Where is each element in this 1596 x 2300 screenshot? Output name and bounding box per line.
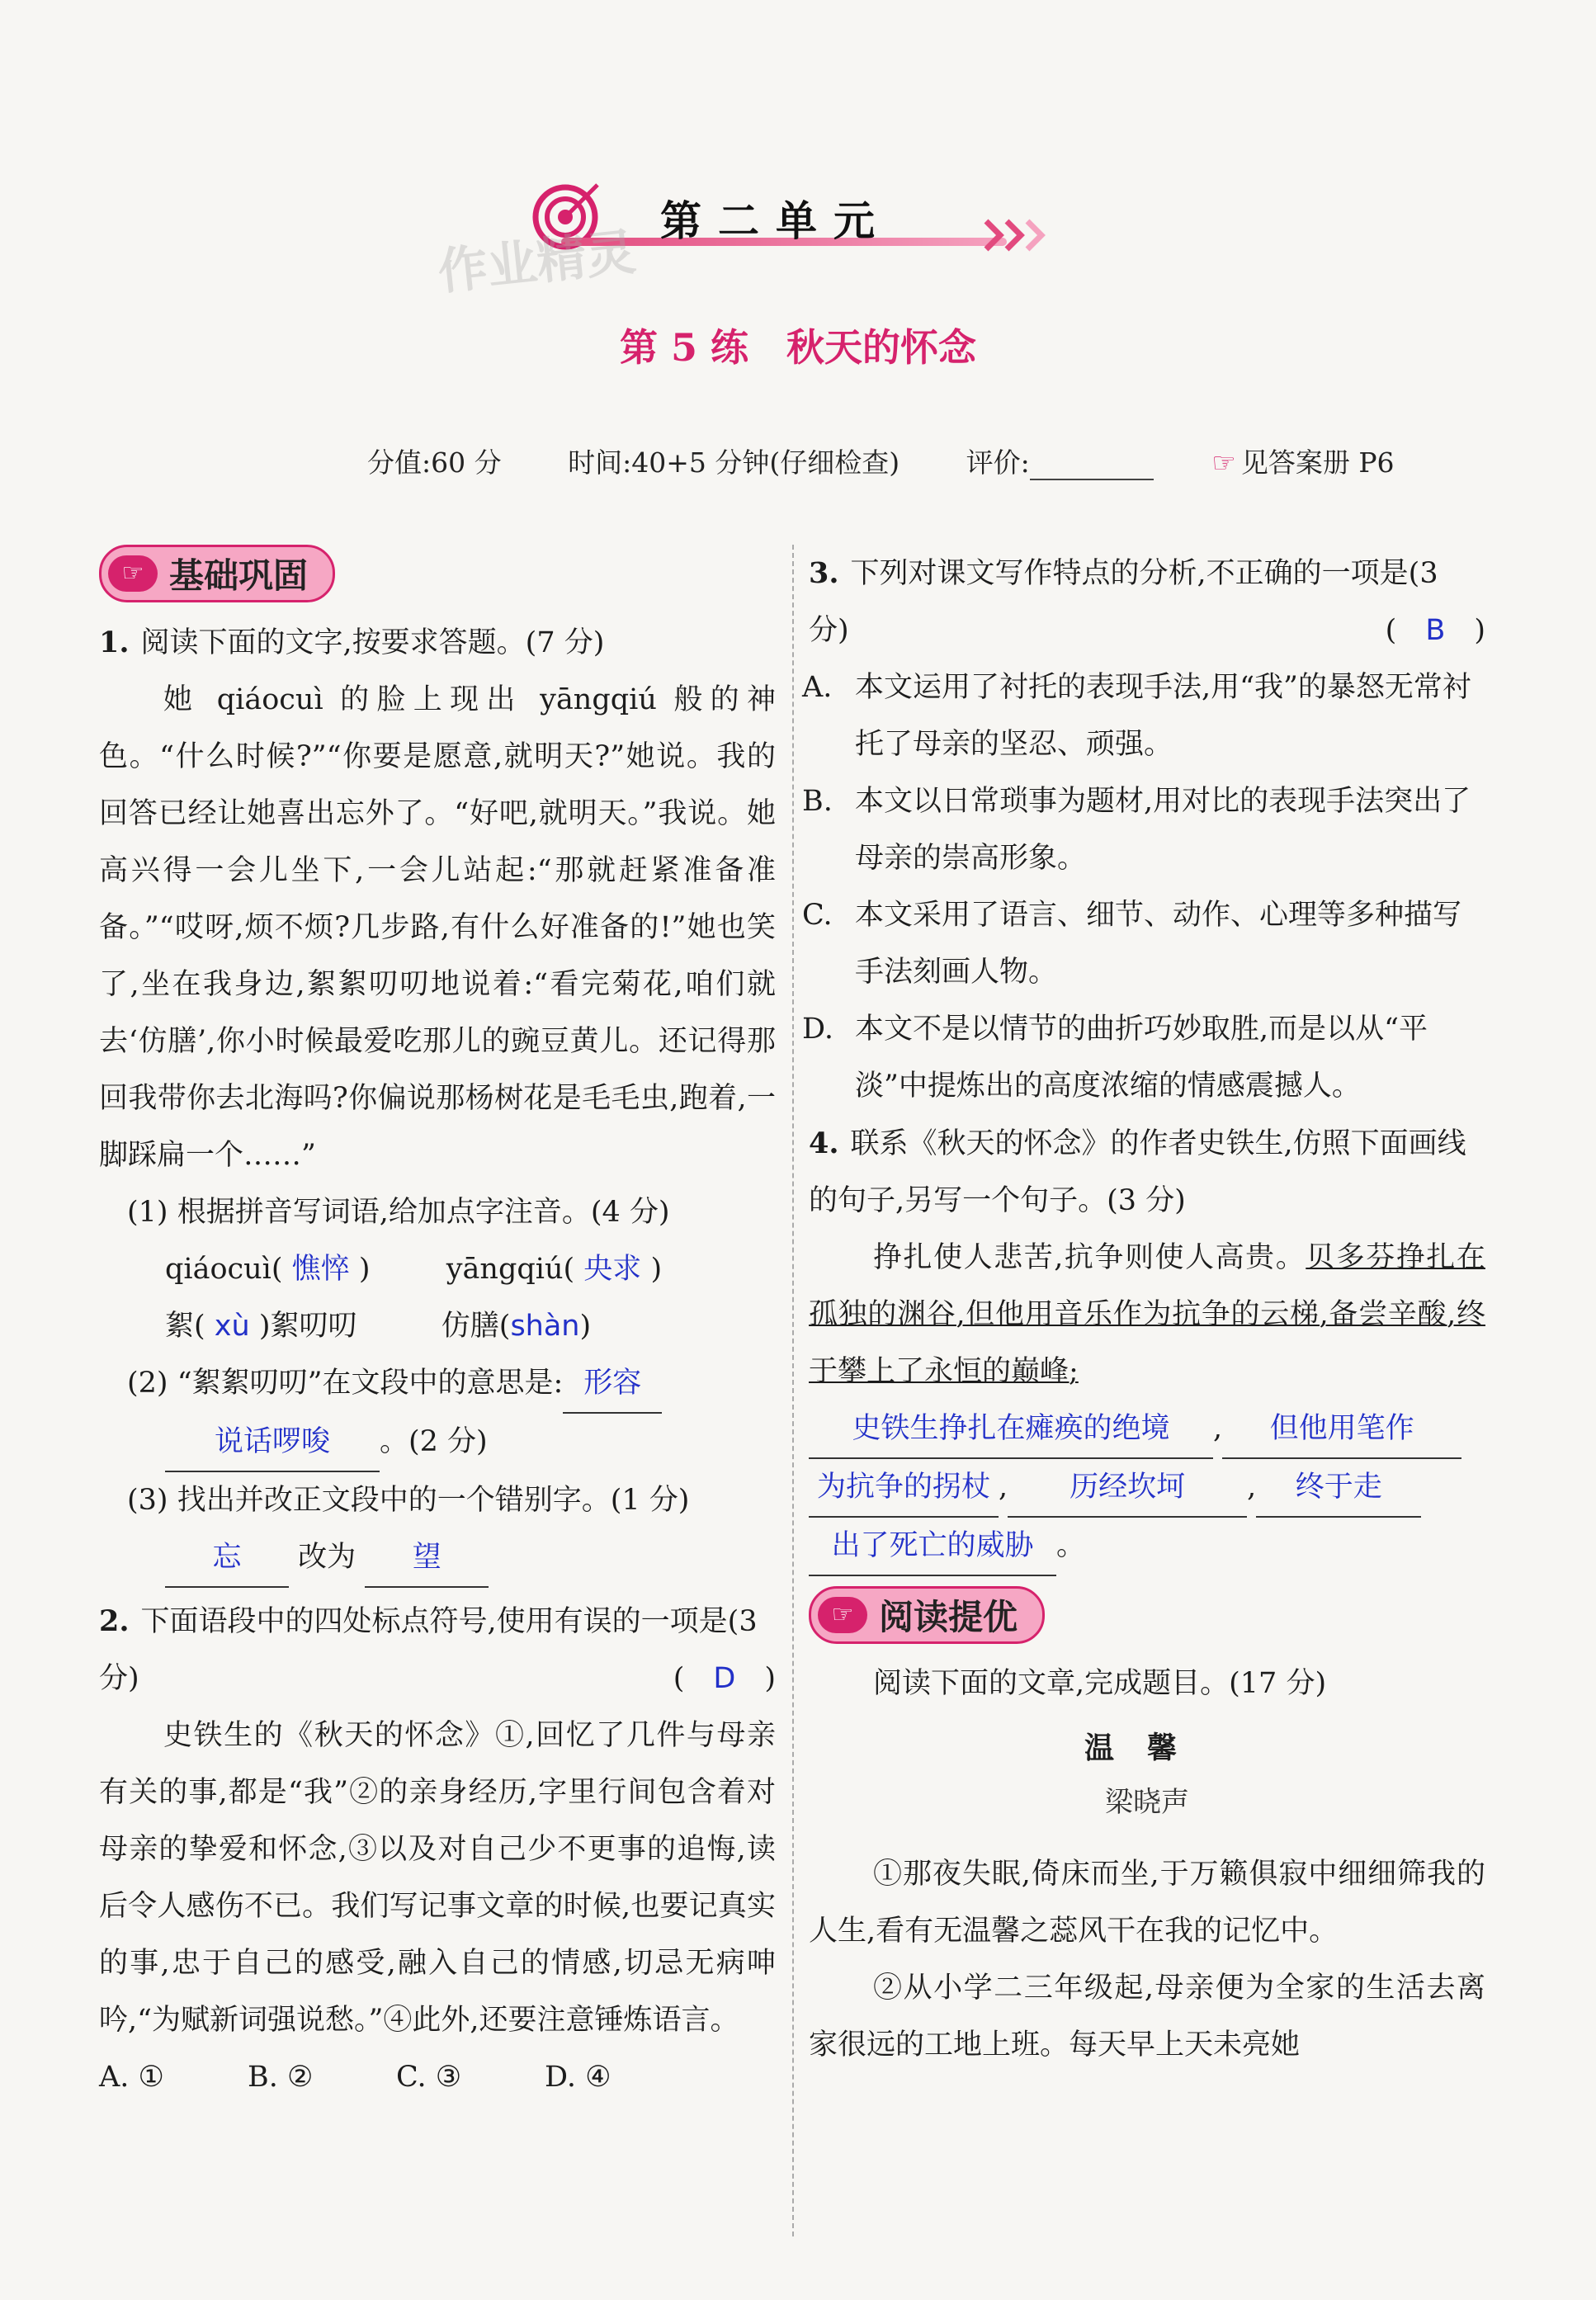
q1-part1-row1 bbox=[99, 1241, 776, 1298]
q4-text: 联系《秋天的怀念》的作者史铁生,仿照下面画线的句子,另写一个句子。(3 分) bbox=[809, 1127, 1466, 1217]
meta-row bbox=[367, 442, 1395, 480]
q1-part3-stem: (3) 找出并改正文段中的一个错别字。(1 分) bbox=[127, 1484, 690, 1517]
choice-label: D. bbox=[802, 1013, 833, 1046]
q2-option-c: C. ③ bbox=[396, 2061, 462, 2094]
q3-text: 下列对课文写作特点的分析,不正确的一项是(3 分) bbox=[809, 557, 1438, 647]
q4-answer-2b: 为抗争的拐杖 bbox=[809, 1459, 999, 1518]
q1-passage: 她 qiáocuì 的脸上现出 yāngqiú 般的神色。“什么时候?”“你要是愿意,就明天?”她说。我的回答已经让她喜出忘外了。“好吧,就明天。”我说。她高兴得一会儿坐下,一会儿站起:“那就赶紧准备准备。”“哎呀,烦不烦?几步路,有什么好准备的!”她也笑了,坐在我身边,絮絮叨叨地说着:“看完菊花,咱们就去‘仿膳’,你小时候最爱吃那儿的豌豆黄儿。还记得那回我带你去北海吗?你偏说那杨树花是毛毛虫,跑着,一脚踩扁一个……” bbox=[99, 683, 776, 1172]
comma: , bbox=[1213, 1412, 1223, 1445]
q1-part1-row2 bbox=[99, 1298, 776, 1355]
choice-text: 本文以日常琐事为题材,用对比的表现手法突出了母亲的崇高形象。 bbox=[855, 785, 1471, 875]
period: 。 bbox=[1056, 1529, 1086, 1562]
q1-stem bbox=[99, 614, 776, 672]
answer-ref: 见答案册 P6 bbox=[1240, 446, 1395, 479]
q1-part2-tail: 。(2 分) bbox=[380, 1425, 488, 1458]
q1-part1-stem: (1) 根据拼音写词语,给加点字注音。(4 分) bbox=[127, 1196, 670, 1229]
chevrons-icon bbox=[982, 215, 1056, 256]
essay-para-2: ②从小学二三年级起,母亲便为全家的生活去离家很远的工地上班。每天早上天未亮她 bbox=[809, 1972, 1485, 2061]
pinyin-yangqiu: yāngqiú( bbox=[446, 1253, 575, 1286]
choice-text: 本文不是以情节的曲折巧妙取胜,而是以从“平淡”中提炼出的高度浓缩的情感震撼人。 bbox=[855, 1013, 1428, 1103]
time-label: 时间:40+5 分钟(仔细检查) bbox=[568, 446, 900, 479]
q4-answer-1: 史铁生挣扎在瘫痪的绝境 bbox=[809, 1400, 1213, 1459]
choice-label: C. bbox=[802, 899, 833, 932]
q4-example-plain: 挣扎使人悲苦,抗争则使人高贵。 bbox=[873, 1241, 1306, 1274]
lesson-title: 第 5 练 秋天的怀念 bbox=[619, 325, 977, 370]
answer-right-char: 望 bbox=[365, 1529, 489, 1588]
q2-option-b: B. ② bbox=[248, 2061, 314, 2094]
q3-choice-a bbox=[802, 659, 1485, 773]
reading-stem: 阅读下面的文章,完成题目。(17 分) bbox=[873, 1667, 1327, 1700]
score-label: 分值:60 分 bbox=[367, 446, 502, 479]
q2-stem bbox=[99, 1593, 776, 1707]
answer-wrong-char: 忘 bbox=[165, 1529, 289, 1588]
q3-stem bbox=[809, 545, 1485, 659]
rating-blank bbox=[1030, 454, 1154, 480]
q4-answer-2a: 但他用笔作 bbox=[1222, 1400, 1461, 1459]
pointing-hand-icon: ☞ bbox=[818, 1597, 867, 1633]
q4-example bbox=[809, 1230, 1485, 1400]
q2-text: 下面语段中的四处标点符号,使用有误的一项是(3 分) bbox=[99, 1605, 758, 1695]
q3-answer: B bbox=[1425, 614, 1446, 647]
answer-p2-a: 形容 bbox=[563, 1355, 662, 1414]
right-column bbox=[802, 545, 1485, 2074]
q3-choice-d bbox=[802, 1001, 1485, 1115]
q2-answer: D bbox=[713, 1662, 736, 1695]
comma: , bbox=[1247, 1471, 1257, 1504]
q3-choice-b bbox=[802, 773, 1485, 887]
q1-text: 阅读下面的文字,按要求答题。(7 分) bbox=[140, 626, 605, 659]
q4-answer-4b: 出了死亡的威胁 bbox=[809, 1518, 1056, 1576]
comma: , bbox=[999, 1471, 1008, 1504]
essay-title: 温馨 bbox=[1084, 1731, 1210, 1765]
choice-text: 本文运用了衬托的表现手法,用“我”的暴怒无常衬托了母亲的坚忍、顽强。 bbox=[855, 671, 1471, 761]
rating-label: 评价: bbox=[966, 446, 1030, 479]
char-xu: 絮( bbox=[165, 1310, 205, 1343]
pinyin-qiaocui: qiáocuì( bbox=[165, 1253, 283, 1286]
answer-p2-b: 说话啰唆 bbox=[165, 1414, 380, 1472]
pointing-hand-icon: ☞ bbox=[108, 555, 158, 592]
q2-number: 2. bbox=[99, 1604, 130, 1638]
q3-number: 3. bbox=[809, 556, 839, 590]
left-column bbox=[99, 545, 776, 2106]
q2-options bbox=[99, 2049, 776, 2106]
q4-answer-3: 历经坎坷 bbox=[1008, 1459, 1247, 1518]
answer-xu: xù bbox=[214, 1310, 250, 1343]
q4-answer bbox=[809, 1400, 1485, 1576]
essay-para-1: ①那夜失眠,倚床而坐,于万籁俱寂中细细筛我的人生,看有无温馨之蕊风干在我的记忆中。 bbox=[809, 1858, 1485, 1948]
q2-option-a: A. ① bbox=[99, 2061, 164, 2094]
choice-label: A. bbox=[802, 671, 833, 704]
watermark: 作业精灵 bbox=[435, 223, 639, 302]
column-divider bbox=[792, 545, 794, 2236]
q3-answer-box: ( B ) bbox=[1385, 614, 1485, 647]
q1-part2-stem: (2) “絮絮叨叨”在文段中的意思是: bbox=[127, 1367, 564, 1400]
q3-choice-c bbox=[802, 887, 1485, 1001]
q4-example-underlined: 贝多芬挣扎在孤独的渊谷,但他用音乐作为抗争的云梯,备尝辛酸,终于攀上了永恒的巅峰; bbox=[809, 1241, 1485, 1388]
answer-yangqiu: 央求 bbox=[583, 1253, 642, 1286]
section-reading-label: 阅读提优 bbox=[879, 1597, 1018, 1637]
q1-part2 bbox=[99, 1355, 776, 1414]
q1-part2-line2 bbox=[99, 1414, 776, 1472]
q1-number: 1. bbox=[99, 626, 130, 659]
char-shan: 仿膳( bbox=[441, 1310, 511, 1343]
choice-text: 本文采用了语言、细节、动作、心理等多种描写手法刻画人物。 bbox=[855, 899, 1462, 989]
q2-answer-box: ( D ) bbox=[673, 1662, 776, 1695]
answer-shan: shàn bbox=[510, 1310, 580, 1343]
essay-author: 梁晓声 bbox=[1105, 1786, 1189, 1819]
paren: ) bbox=[579, 1310, 592, 1343]
q2-option-d: D. ④ bbox=[545, 2061, 611, 2094]
q4-answer-4a: 终于走 bbox=[1256, 1459, 1421, 1518]
q1-part3-answer bbox=[99, 1529, 776, 1588]
section-basic bbox=[99, 545, 335, 602]
unit-title: 第二单元 bbox=[660, 197, 891, 245]
paren: ) bbox=[358, 1253, 371, 1286]
paren: ) bbox=[650, 1253, 663, 1286]
q2-passage: 史铁生的《秋天的怀念》①,回忆了几件与母亲有关的事,都是“我”②的亲身经历,字里行间包含着对母亲的挚爱和怀念,③以及对自己少不更事的追悔,读后令人感伤不已。我们写记事文章的时候,也要记真实的事,忠于自己的感受,融入自己的情感,切忌无病呻吟,“为赋新词强说愁。”④此外,还要注意锤炼语言。 bbox=[99, 1719, 776, 2037]
section-reading bbox=[809, 1586, 1045, 1644]
q4-number: 4. bbox=[809, 1126, 839, 1160]
q4-stem bbox=[809, 1115, 1485, 1230]
change-to-label: 改为 bbox=[298, 1541, 357, 1574]
choice-label: B. bbox=[802, 785, 833, 818]
answer-qiaocui: 憔悴 bbox=[291, 1253, 350, 1286]
pointing-hand-icon: ☞ bbox=[1211, 446, 1236, 479]
char-xu-tail: )絮叨叨 bbox=[258, 1310, 357, 1343]
section-basic-label: 基础巩固 bbox=[169, 555, 309, 596]
